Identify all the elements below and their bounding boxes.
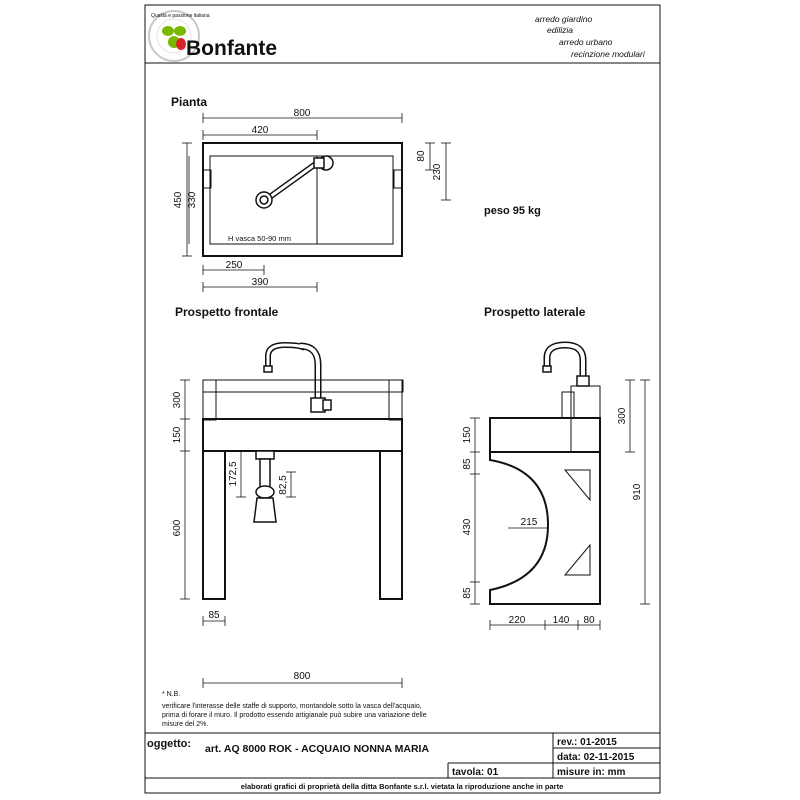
- plan-inner-dim: 420: [251, 125, 269, 136]
- front-basin: [203, 419, 402, 451]
- note-line-2: prima di forare il muro. Il prodotto essendo artigianale può subire una variazione delle: [162, 712, 427, 719]
- revision: rev.: 01-2015: [557, 737, 617, 748]
- logo-ring-text: Qualità e passione italiana: [151, 13, 210, 19]
- plan-title: Pianta: [171, 95, 208, 109]
- side-mid-dim: 430: [462, 518, 473, 536]
- plan-top-dim: 80: [416, 150, 427, 162]
- front-view: [172, 305, 403, 688]
- title-block: [145, 733, 660, 793]
- front-width-dim: 800: [293, 671, 311, 682]
- notes: [162, 691, 427, 728]
- side-tap-dim: 300: [617, 407, 628, 425]
- side-arc-dim: 215: [520, 517, 538, 528]
- plan-tap-dim: 230: [432, 163, 443, 181]
- sheet-number: tavola: 01: [452, 767, 499, 778]
- side-basin: [490, 418, 600, 452]
- front-edge-dim: 150: [172, 426, 183, 444]
- note-line-3: misure del 2%.: [162, 721, 209, 728]
- front-siphon-dim-2: 82,5: [278, 475, 289, 495]
- units: misure in: mm: [557, 767, 626, 778]
- side-topband-dim: 85: [462, 458, 473, 470]
- plan-tap: [256, 156, 333, 208]
- weight-label: peso 95 kg: [484, 205, 541, 217]
- date: data: 02-11-2015: [557, 752, 635, 763]
- category-3: arredo urbano: [559, 37, 613, 47]
- front-leg-right: [380, 451, 402, 599]
- note-line-1: verificare l'interasse delle staffe di supporto, montandole sotto la vasca dell'acquaio,: [162, 703, 422, 710]
- category-4: recinzione modulari: [571, 49, 645, 59]
- plan-basin-dim: 330: [187, 191, 198, 209]
- header: [145, 5, 660, 63]
- front-legwidth-dim: 85: [208, 610, 220, 621]
- plan-view: [171, 95, 451, 292]
- category-1: arredo giardino: [535, 14, 593, 24]
- object-value: art. AQ 8000 ROK - ACQUAIO NONNA MARIA: [205, 743, 430, 755]
- side-edge-dim: 150: [462, 426, 473, 444]
- side-total-dim: 910: [632, 483, 643, 501]
- side-w1-dim: 220: [508, 615, 526, 626]
- side-view: [462, 305, 650, 630]
- side-tap: [543, 345, 589, 386]
- object-label: oggetto:: [147, 738, 191, 750]
- front-leg-dim: 600: [172, 519, 183, 537]
- front-siphon: [254, 451, 276, 522]
- plan-depth-dim: 450: [173, 191, 184, 209]
- note-nb: * N.B.: [162, 691, 181, 698]
- plan-width-dim: 800: [293, 108, 311, 119]
- front-title: Prospetto frontale: [175, 305, 279, 319]
- plan-basin: [210, 156, 393, 244]
- bonfante-logo: [149, 11, 277, 61]
- side-title: Prospetto laterale: [484, 305, 586, 319]
- side-w3-dim: 80: [583, 615, 595, 626]
- side-w2-dim: 140: [552, 615, 570, 626]
- side-bottom-dim: 85: [462, 587, 473, 599]
- footer-copyright: elaborati grafici di proprietà della ditta Bonfante s.r.l. vietata la riproduzione anche in parte: [240, 782, 564, 791]
- front-leg-left: [203, 451, 225, 599]
- front-tap: [264, 345, 331, 412]
- plan-center-dim: 390: [251, 277, 269, 288]
- category-2: edilizia: [547, 25, 573, 35]
- basin-note: H vasca 50-90 mm: [228, 234, 291, 243]
- front-siphon-dim-1: 172,5: [228, 461, 239, 487]
- front-tap-dim: 300: [172, 391, 183, 409]
- brand-name: Bonfante: [186, 37, 277, 60]
- plan-left-dim: 250: [225, 260, 243, 271]
